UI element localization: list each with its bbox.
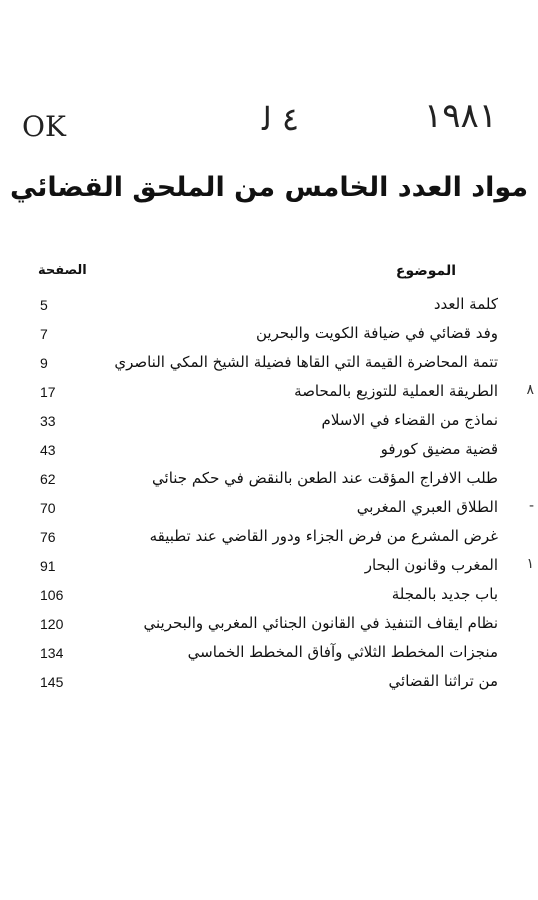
toc-page-number: 91 (40, 558, 56, 574)
toc-page-number: 43 (40, 442, 56, 458)
page-column-header: الصفحة (38, 263, 87, 278)
toc-row (40, 322, 538, 351)
toc-page-number: 62 (40, 471, 56, 487)
toc-topic: نماذج من القضاء في الاسلام (321, 411, 498, 429)
toc-page-number: 9 (40, 355, 48, 371)
toc-row (40, 467, 538, 496)
toc-row (40, 583, 538, 612)
handwritten-ok-note: OK (22, 110, 66, 143)
toc-row (40, 380, 538, 409)
toc-topic: طلب الافراج المؤقت عند الطعن بالنقض في حكم جنائي (152, 469, 498, 487)
topic-column-header: الموضوع (395, 263, 456, 279)
toc-page-number: 106 (40, 587, 64, 603)
toc-topic: الطلاق العبري المغربي (356, 498, 498, 516)
toc-page-number: 33 (40, 413, 56, 429)
toc-header (38, 263, 498, 283)
table-of-contents (40, 293, 538, 699)
toc-row (40, 641, 538, 670)
toc-topic: تتمة المحاضرة القيمة التي القاها فضيلة الشيخ المكي الناصري (114, 353, 498, 371)
toc-topic: الطريقة العملية للتوزيع بالمحاصة (294, 382, 498, 400)
toc-row (40, 670, 538, 699)
toc-topic: غرض المشرع من فرض الجزاء ودور القاضي عند تطبيقه (149, 527, 498, 545)
toc-page-number: 7 (40, 326, 48, 342)
handwritten-issue-note: ٤ ﻟ (262, 100, 300, 138)
page-title: مواد العدد الخامس من الملحق القضائي (9, 172, 529, 203)
toc-page-number: 5 (40, 297, 48, 313)
toc-topic: المغرب وقانون البحار (364, 556, 498, 574)
toc-row (40, 409, 538, 438)
toc-page-number: 145 (40, 674, 64, 690)
toc-topic: نظام ايقاف التنفيذ في القانون الجنائي المغربي والبحريني (143, 614, 498, 632)
toc-page-number: 134 (40, 645, 64, 661)
margin-mark: ١ (526, 556, 534, 572)
toc-row (40, 438, 538, 467)
toc-topic: وفد قضائي في ضيافة الكويت والبحرين (255, 324, 498, 342)
margin-mark: - (528, 498, 534, 514)
toc-row (40, 496, 538, 525)
toc-row (40, 293, 538, 322)
toc-topic: من تراثنا القضائي (388, 672, 498, 690)
toc-row (40, 554, 538, 583)
toc-topic: باب جديد بالمجلة (391, 585, 498, 603)
toc-page-number: 70 (40, 500, 56, 516)
toc-row (40, 612, 538, 641)
toc-row (40, 525, 538, 554)
toc-topic: كلمة العدد (433, 295, 498, 313)
handwritten-year-note: ١٩٨١ (424, 96, 498, 136)
toc-topic: منجزات المخطط الثلاثي وآفاق المخطط الخماسي (187, 643, 498, 661)
toc-page-number: 120 (40, 616, 64, 632)
toc-topic: قضية مضيق كورفو (380, 440, 498, 458)
toc-page-number: 17 (40, 384, 56, 400)
toc-page-number: 76 (40, 529, 56, 545)
toc-row (40, 351, 538, 380)
margin-mark: ٨ (526, 382, 534, 398)
